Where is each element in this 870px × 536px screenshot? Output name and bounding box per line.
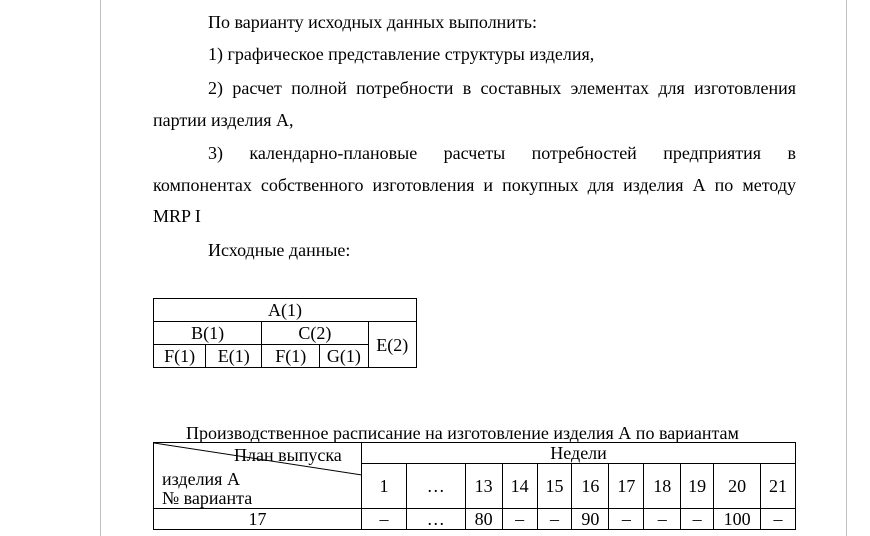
variant-cell: 17 (154, 509, 362, 530)
task-item-3-line-3: MRP I (153, 206, 201, 226)
value-cell: – (502, 509, 537, 530)
structure-level1-c: С(2) (262, 322, 368, 345)
structure-level2-g1: G(1) (320, 345, 368, 368)
header-plan: План выпуска (234, 445, 342, 465)
value-cell: – (644, 509, 681, 530)
production-schedule-table (153, 442, 796, 530)
value-cell: 90 (572, 509, 609, 530)
value-cell: … (406, 509, 465, 530)
page-margin-right (846, 0, 847, 536)
value-cell: – (761, 509, 796, 530)
structure-side-e: E(2) (368, 322, 416, 368)
task-intro: По варианту исходных данных выполнить: (208, 12, 538, 32)
table-row (154, 509, 796, 530)
weeks-header: Недели (362, 443, 796, 464)
value-cell: – (537, 509, 572, 530)
task-item-3-line-1: 3) календарно-плановые расчеты потребностей предприятия в (208, 143, 796, 163)
week-cell: 21 (761, 464, 796, 509)
page-margin-left (100, 0, 101, 536)
week-cell: 15 (537, 464, 572, 509)
source-data-label: Исходные данные: (208, 240, 351, 260)
structure-level2-f2: F(1) (262, 345, 320, 368)
week-cell: 1 (362, 464, 407, 509)
week-cell: 16 (572, 464, 609, 509)
week-cell: 18 (644, 464, 681, 509)
value-cell: – (681, 509, 714, 530)
week-cell: 14 (502, 464, 537, 509)
schedule-caption: Производственное расписание на изготовление изделия А по вариантам (186, 423, 739, 443)
week-cell: 17 (609, 464, 644, 509)
value-cell: – (609, 509, 644, 530)
structure-level2-f1: F(1) (154, 345, 206, 368)
week-cell: 20 (714, 464, 761, 509)
schedule-corner-header (154, 443, 362, 509)
task-item-2-line-1: 2) расчет полной потребности в составных элементах для изготовления (208, 78, 796, 98)
product-structure-table (153, 298, 417, 368)
value-cell: – (362, 509, 407, 530)
header-variant: № варианта (162, 488, 253, 508)
task-item-1: 1) графическое представление структуры изделия, (208, 44, 595, 64)
week-cell: … (406, 464, 465, 509)
task-item-3-line-2: компонентах собственного изготовления и покупных для изделия А по методу (153, 175, 796, 195)
week-cell: 19 (681, 464, 714, 509)
value-cell: 100 (714, 509, 761, 530)
value-cell: 80 (465, 509, 502, 530)
header-item: изделия А (162, 469, 240, 489)
structure-level2-e1: E(1) (206, 345, 262, 368)
task-item-2-line-2: партии изделия А, (153, 110, 294, 130)
week-cell: 13 (465, 464, 502, 509)
structure-level1-b: В(1) (154, 322, 262, 345)
structure-root: А(1) (154, 299, 417, 322)
